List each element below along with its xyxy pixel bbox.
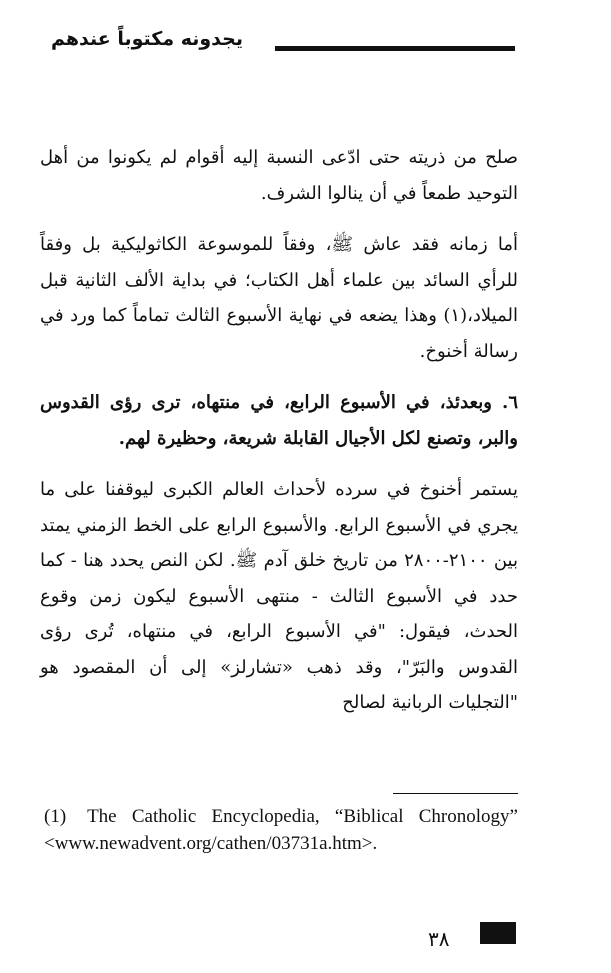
running-header-title: يجدونه مكتوباً عندهم <box>50 28 243 50</box>
footnote <box>44 803 518 857</box>
footnote-text: The Catholic Encyclopedia, “Biblical Chronology” <www.newadvent.org/cathen/03731a.htm>. <box>44 806 518 854</box>
quoted-verse: ٦. وبعدئذ، في الأسبوع الرابع، في منتهاه، ترى رؤى القدوس والبر، وتصنع لكل الأجيال القابلة شريعة، وحظيرة لهم. <box>40 392 518 449</box>
footnote-number: (1) <box>44 806 67 827</box>
body-text <box>40 140 518 737</box>
page-number-block <box>480 922 516 944</box>
page-header <box>0 0 611 70</box>
paragraph: أما زمانه فقد عاش ﷺ، وفقاً للموسوعة الكاثوليكية بل وفقاً للرأي السائد بين علماء أهل الكتاب؛ في بداية الألف الثانية قبل الميلاد،(١) وهذا يضعه في نهاية الأسبوع الثالث تماماً كما ورد في رسالة أخنوخ. <box>40 234 518 362</box>
footnote-rule <box>393 793 518 794</box>
paragraph: يستمر أخنوخ في سرده لأحداث العالم الكبرى ليوقفنا على ما يجري في الأسبوع الرابع. والأسبوع الرابع على الخط الزمني يمتد بين ٢١٠٠-٢٨٠٠ من تاريخ خلق آدم ﷺ. لكن النص يحدد هنا - كما حدد في الأسبوع الثالث - منتهى الأسبوع ليكون زمن وقوع الحدث، فيقول: "في الأسبوع الرابع، في منتهاه، تُرى رؤى القدوس والبَرّ"، وقد ذهب «تشارلز» إلى أن المقصود هو "التجليات الربانية لصالح <box>40 479 518 713</box>
page-number: ٣٨ <box>428 927 450 951</box>
paragraph: صلح من ذريته حتى ادّعى النسبة إليه أقوام لم يكونوا من أهل التوحيد طمعاً في أن ينالوا الشرف. <box>40 147 518 204</box>
header-rule <box>275 46 515 51</box>
